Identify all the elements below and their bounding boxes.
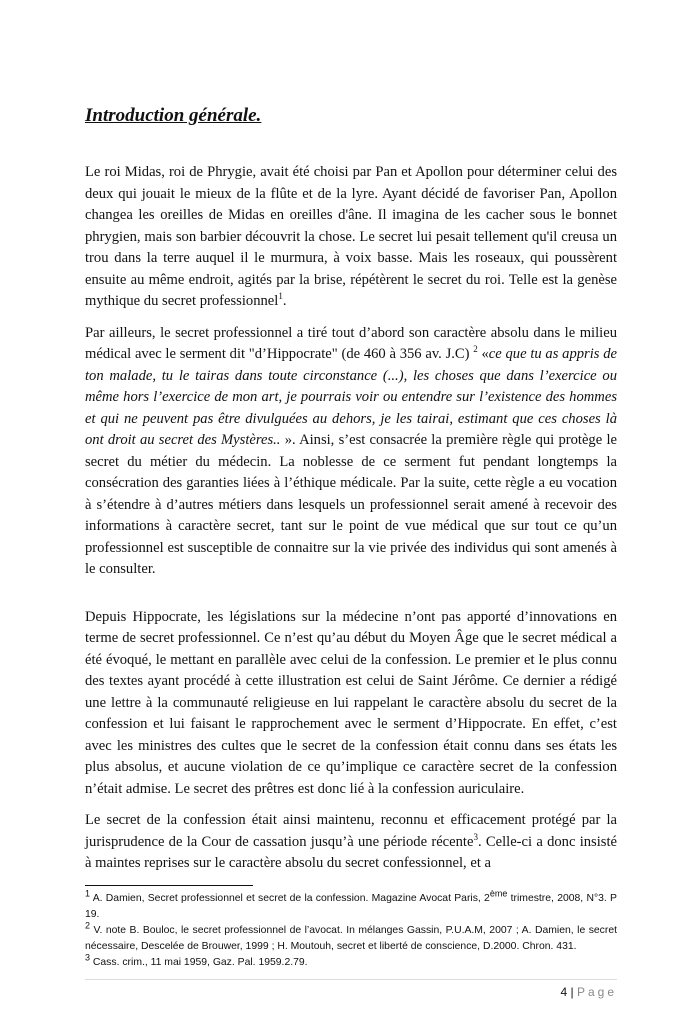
text-run: . Celle-ci a donc insisté à maintes reprises sur le caractère absolu du secret confessionnel, et a bbox=[85, 833, 617, 871]
footnote-reference: 3 bbox=[473, 831, 478, 842]
footer-separator: | bbox=[570, 984, 574, 999]
footnote-number: 1 bbox=[85, 888, 91, 899]
text-run: « bbox=[477, 346, 489, 362]
footnote-reference: ème bbox=[489, 888, 508, 899]
text-run: trimestre, 2008, N°3. P 19. bbox=[85, 892, 617, 920]
footnote-number: 2 bbox=[85, 920, 91, 931]
text-run: V. note B. Bouloc, le secret professionnel de l’avocat. In mélanges Gassin, P.U.A.M, 2007 ; A. Damien, le secret nécessaire, Descelée de Brouwer, 1999 ; H. Moutouh, secret et liberté de conscience, D.2000. Chron. 431. bbox=[85, 924, 617, 952]
footer-divider bbox=[85, 979, 617, 980]
text-run: Cass. crim., 11 mai 1959, Gaz. Pal. 1959.2.79. bbox=[90, 956, 308, 968]
paragraph bbox=[85, 323, 617, 581]
paragraph bbox=[85, 607, 617, 801]
page-title: Introduction générale. bbox=[85, 105, 262, 126]
footnote-reference: 1 bbox=[278, 291, 283, 302]
footnotes bbox=[85, 888, 617, 971]
text-run: A. Damien, Secret professionnel et secret de la confession. Magazine Avocat Paris, 2 bbox=[90, 892, 490, 904]
paragraph bbox=[85, 162, 617, 313]
text-run: Le roi Midas, roi de Phrygie, avait été choisi par Pan et Apollon pour déterminer celui des deux qui jouait le mieux de la flûte et de la lyre. Ayant décidé de favoriser Pan, Apollon changea les oreilles de Midas en oreilles d'âne. Il imagina de les cacher sous le bonnet phrygien, mais son barbier découvrit la chose. Le secret lui pesait tellement qu'il creusa un trou dans la terre auquel il le murmura, à voix basse. Mais les roseaux, qui poussèrent ensuite au même endroit, agités par la brise, répétèrent le secret du roi. Telle est la genèse mythique du secret professionnel bbox=[85, 164, 617, 309]
page-footer bbox=[85, 984, 617, 1000]
footnote-number: 3 bbox=[85, 952, 91, 963]
page-label: Page bbox=[576, 984, 617, 999]
footnote bbox=[85, 888, 617, 923]
text-run: Depuis Hippocrate, les législations sur la médecine n’ont pas apporté d’innovations en terme de secret professionnel. Ce n’est qu’au début du Moyen Âge que le secret médical a été évoqué, le mettant en parallèle avec celui de la confession. Le premier et le plus connu des textes ayant procédé à cette illustration est celui de Saint Jérôme. Ce dernier a rédigé une lettre à la communauté religieuse en lui rappelant le caractère absolu du secret de la confession et lui faisant le rapprochement avec le serment d’Hippocrate. En effet, c’est avec les ministres des cultes que le secret de la confession était connu dans ses états les plus absolus, et aucune violation de ce qu’implique ce caractère secret de la confession n’était admise. Le secret des prêtres est donc lié à la confession auriculaire. bbox=[85, 608, 617, 797]
footnote bbox=[85, 952, 617, 971]
footnote-separator bbox=[85, 885, 253, 886]
page-number: 4 bbox=[560, 984, 568, 999]
footnote bbox=[85, 920, 617, 955]
quoted-text: ce que tu as appris de ton malade, tu le tairas dans toute circonstance (...), les choses que dans l’exercice ou même hors l’exercice de mon art, je pourrais voir ou entendre sur l’existence des hommes et qui ne peuvent pas être divulguées au dehors, je les tairai, estimant que ces choses là ont droit au secret des Mystères.. bbox=[85, 346, 617, 448]
page-content bbox=[85, 104, 617, 1000]
text-run: Par ailleurs, le secret professionnel a tiré tout d’abord son caractère absolu dans le milieu médical avec le serment dit "d’Hippocrate" (de 460 à 356 av. J.C) bbox=[85, 324, 617, 362]
text-run: ». Ainsi, s’est consacrée la première règle qui protège le secret du métier du médecin. La noblesse de ce serment fut pendant longtemps la consécration des garanties liées à l’éthique médicale. Par la suite, cette règle a eu vocation à s’étendre à d’autres métiers dans lesquels un professionnel serait amené à recevoir des informations à caractère secret, tant sur le point de vue médical que sur tout ce qu’un professionnel est susceptible de connaitre sur la vie privée des individus qui sont amenés à le consulter. bbox=[85, 432, 617, 577]
footnote-reference: 2 bbox=[473, 344, 478, 355]
text-run: Le secret de la confession était ainsi maintenu, reconnu et efficacement protégé par la jurisprudence de la Cour de cassation jusqu’à une période récente bbox=[85, 812, 617, 850]
paragraph bbox=[85, 810, 617, 875]
body-text bbox=[85, 162, 617, 875]
text-run: . bbox=[282, 293, 287, 309]
